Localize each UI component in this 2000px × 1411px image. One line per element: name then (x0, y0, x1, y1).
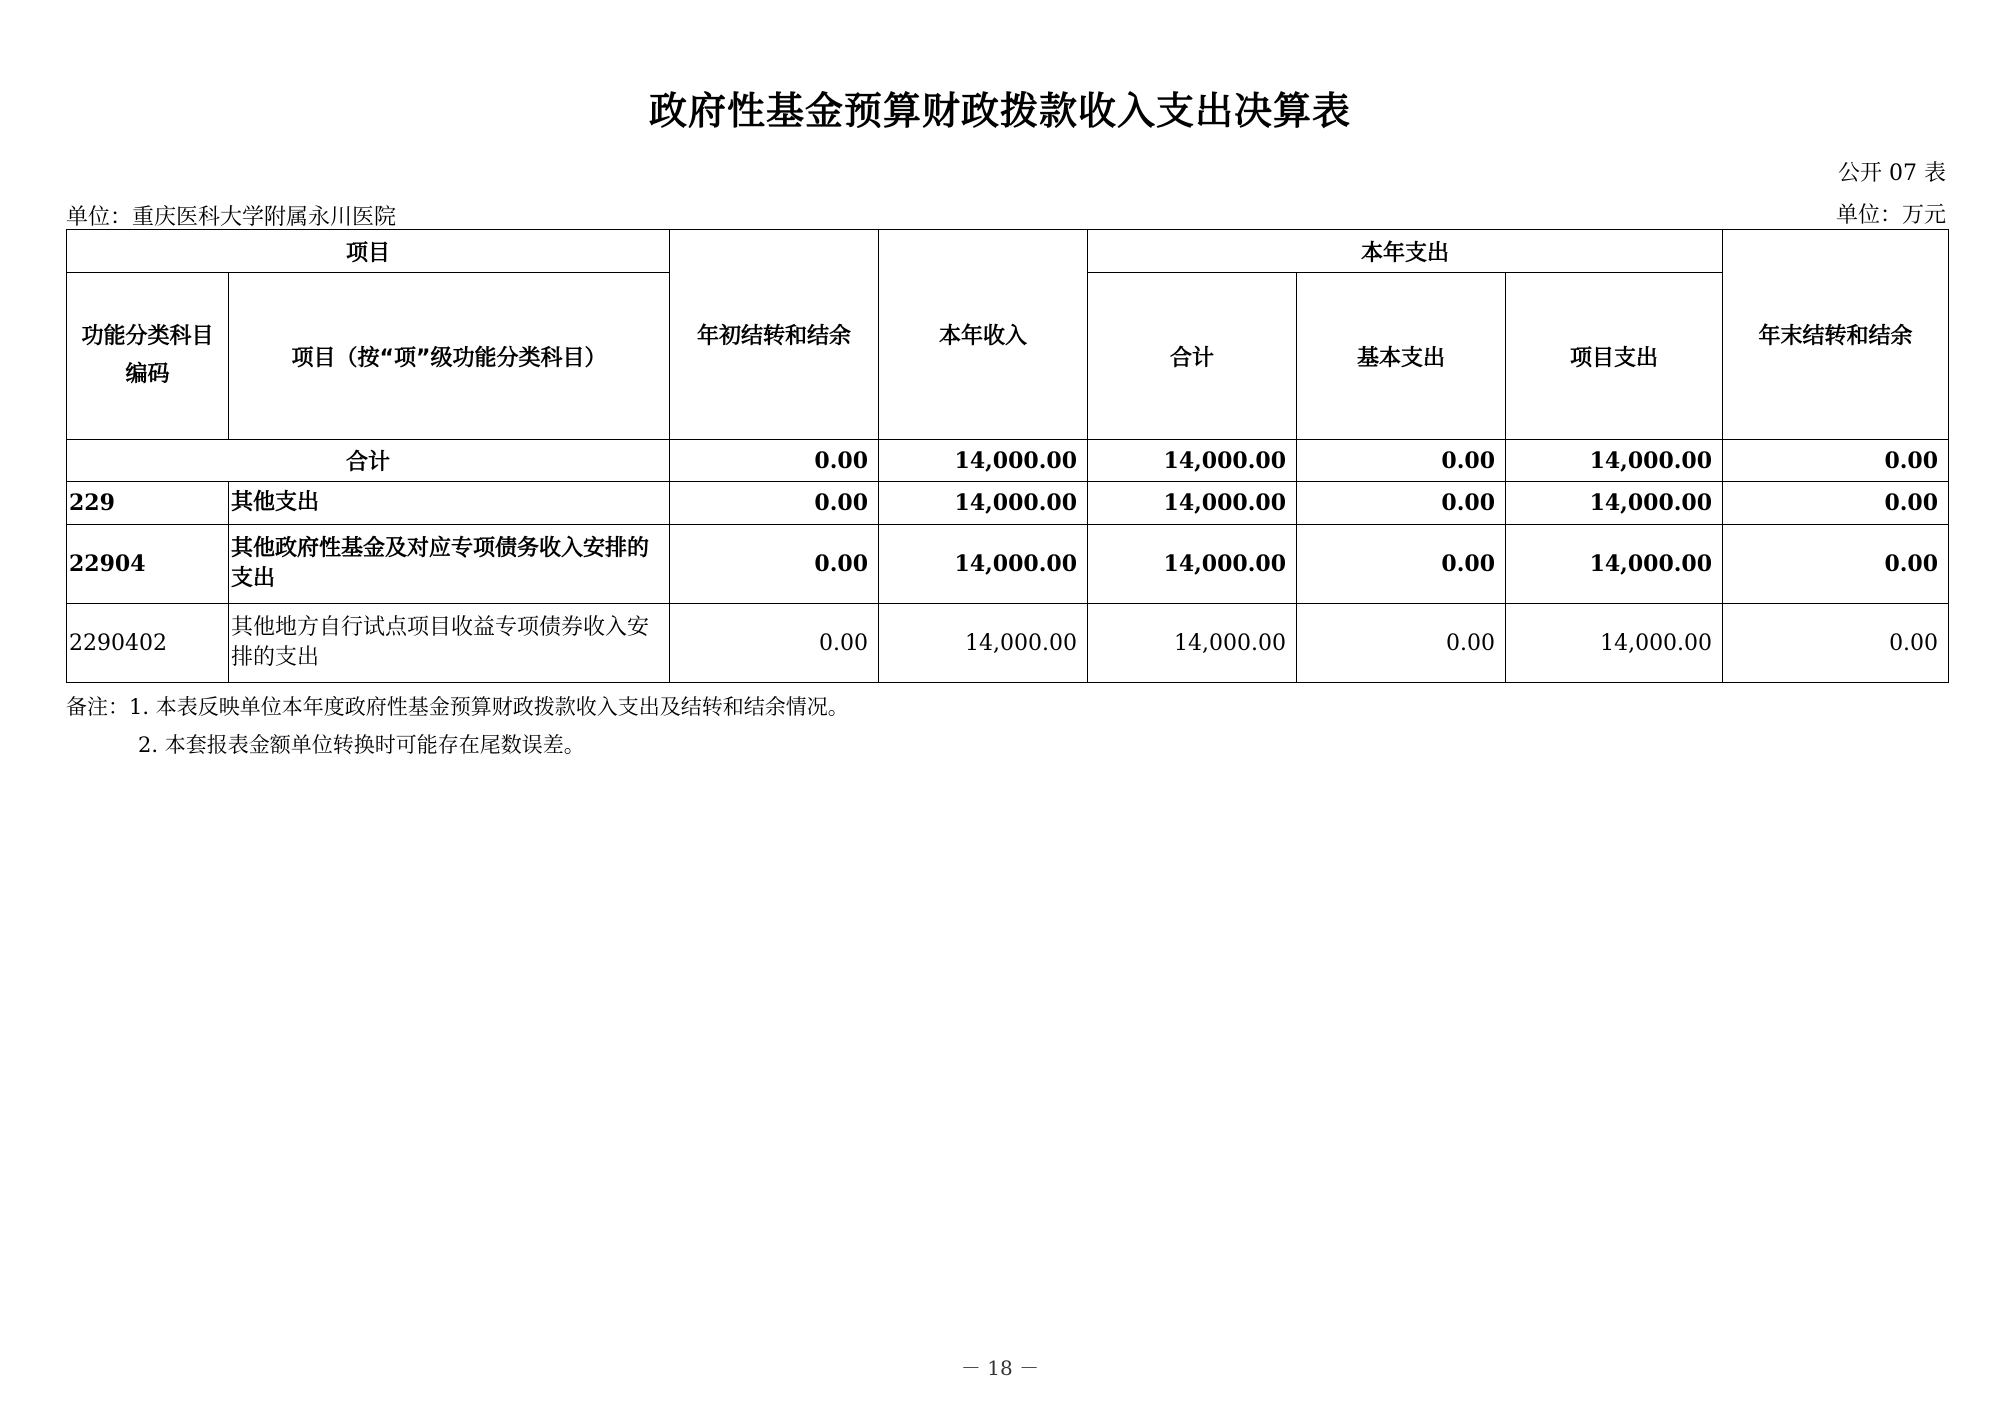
form-number: 公开 07 表 (1838, 161, 1946, 186)
row-expense-total: 14,000.00 (1088, 604, 1297, 683)
row-basic: 0.00 (1297, 604, 1506, 683)
row-code: 2290402 (67, 604, 229, 683)
row-basic: 0.00 (1297, 525, 1506, 604)
row-code: 229 (67, 482, 229, 525)
note-2: 2. 本套报表金额单位转换时可能存在尾数误差。 (138, 733, 585, 757)
note-1: 备注：1. 本表反映单位本年度政府性基金预算财政拨款收入支出及结转和结余情况。 (66, 695, 849, 719)
total-begin: 0.00 (670, 440, 879, 482)
header-expense-total: 合计 (1088, 273, 1297, 440)
unit-organization: 单位：重庆医科大学附属永川医院 (66, 205, 397, 230)
row-project: 14,000.00 (1506, 525, 1723, 604)
total-label: 合计 (67, 440, 670, 482)
header-project-expense: 项目支出 (1506, 273, 1723, 440)
header-basic: 基本支出 (1297, 273, 1506, 440)
unit-currency: 单位：万元 (1835, 203, 1946, 228)
row-income: 14,000.00 (879, 482, 1088, 525)
table-row (67, 482, 1949, 525)
row-expense-total: 14,000.00 (1088, 482, 1297, 525)
row-begin: 0.00 (670, 604, 879, 683)
header-row-1 (67, 230, 1949, 273)
header-code: 功能分类科目编码 (67, 273, 229, 440)
row-project: 14,000.00 (1506, 482, 1723, 525)
total-row (67, 440, 1949, 482)
table-row (67, 604, 1949, 683)
header-income: 本年收入 (879, 230, 1088, 440)
header-item-name: 项目（按“项”级功能分类科目） (229, 273, 670, 440)
report-title: 政府性基金预算财政拨款收入支出决算表 (648, 89, 1351, 133)
row-income: 14,000.00 (879, 525, 1088, 604)
row-end: 0.00 (1723, 525, 1949, 604)
header-expense: 本年支出 (1088, 230, 1723, 273)
row-name: 其他支出 (229, 482, 670, 525)
row-project: 14,000.00 (1506, 604, 1723, 683)
row-code: 22904 (67, 525, 229, 604)
row-income: 14,000.00 (879, 604, 1088, 683)
row-basic: 0.00 (1297, 482, 1506, 525)
page-number: － 18 － (960, 1356, 1040, 1380)
notes (66, 688, 849, 764)
row-expense-total: 14,000.00 (1088, 525, 1297, 604)
row-begin: 0.00 (670, 525, 879, 604)
budget-table (66, 229, 1949, 683)
header-project: 项目 (67, 230, 670, 273)
total-end: 0.00 (1723, 440, 1949, 482)
total-basic: 0.00 (1297, 440, 1506, 482)
header-begin-balance: 年初结转和结余 (670, 230, 879, 440)
row-name: 其他地方自行试点项目收益专项债券收入安排的支出 (229, 604, 670, 683)
row-end: 0.00 (1723, 604, 1949, 683)
header-end-balance: 年末结转和结余 (1723, 230, 1949, 440)
total-income: 14,000.00 (879, 440, 1088, 482)
row-name: 其他政府性基金及对应专项债务收入安排的支出 (229, 525, 670, 604)
table-row (67, 525, 1949, 604)
row-end: 0.00 (1723, 482, 1949, 525)
total-project: 14,000.00 (1506, 440, 1723, 482)
total-expense: 14,000.00 (1088, 440, 1297, 482)
row-begin: 0.00 (670, 482, 879, 525)
